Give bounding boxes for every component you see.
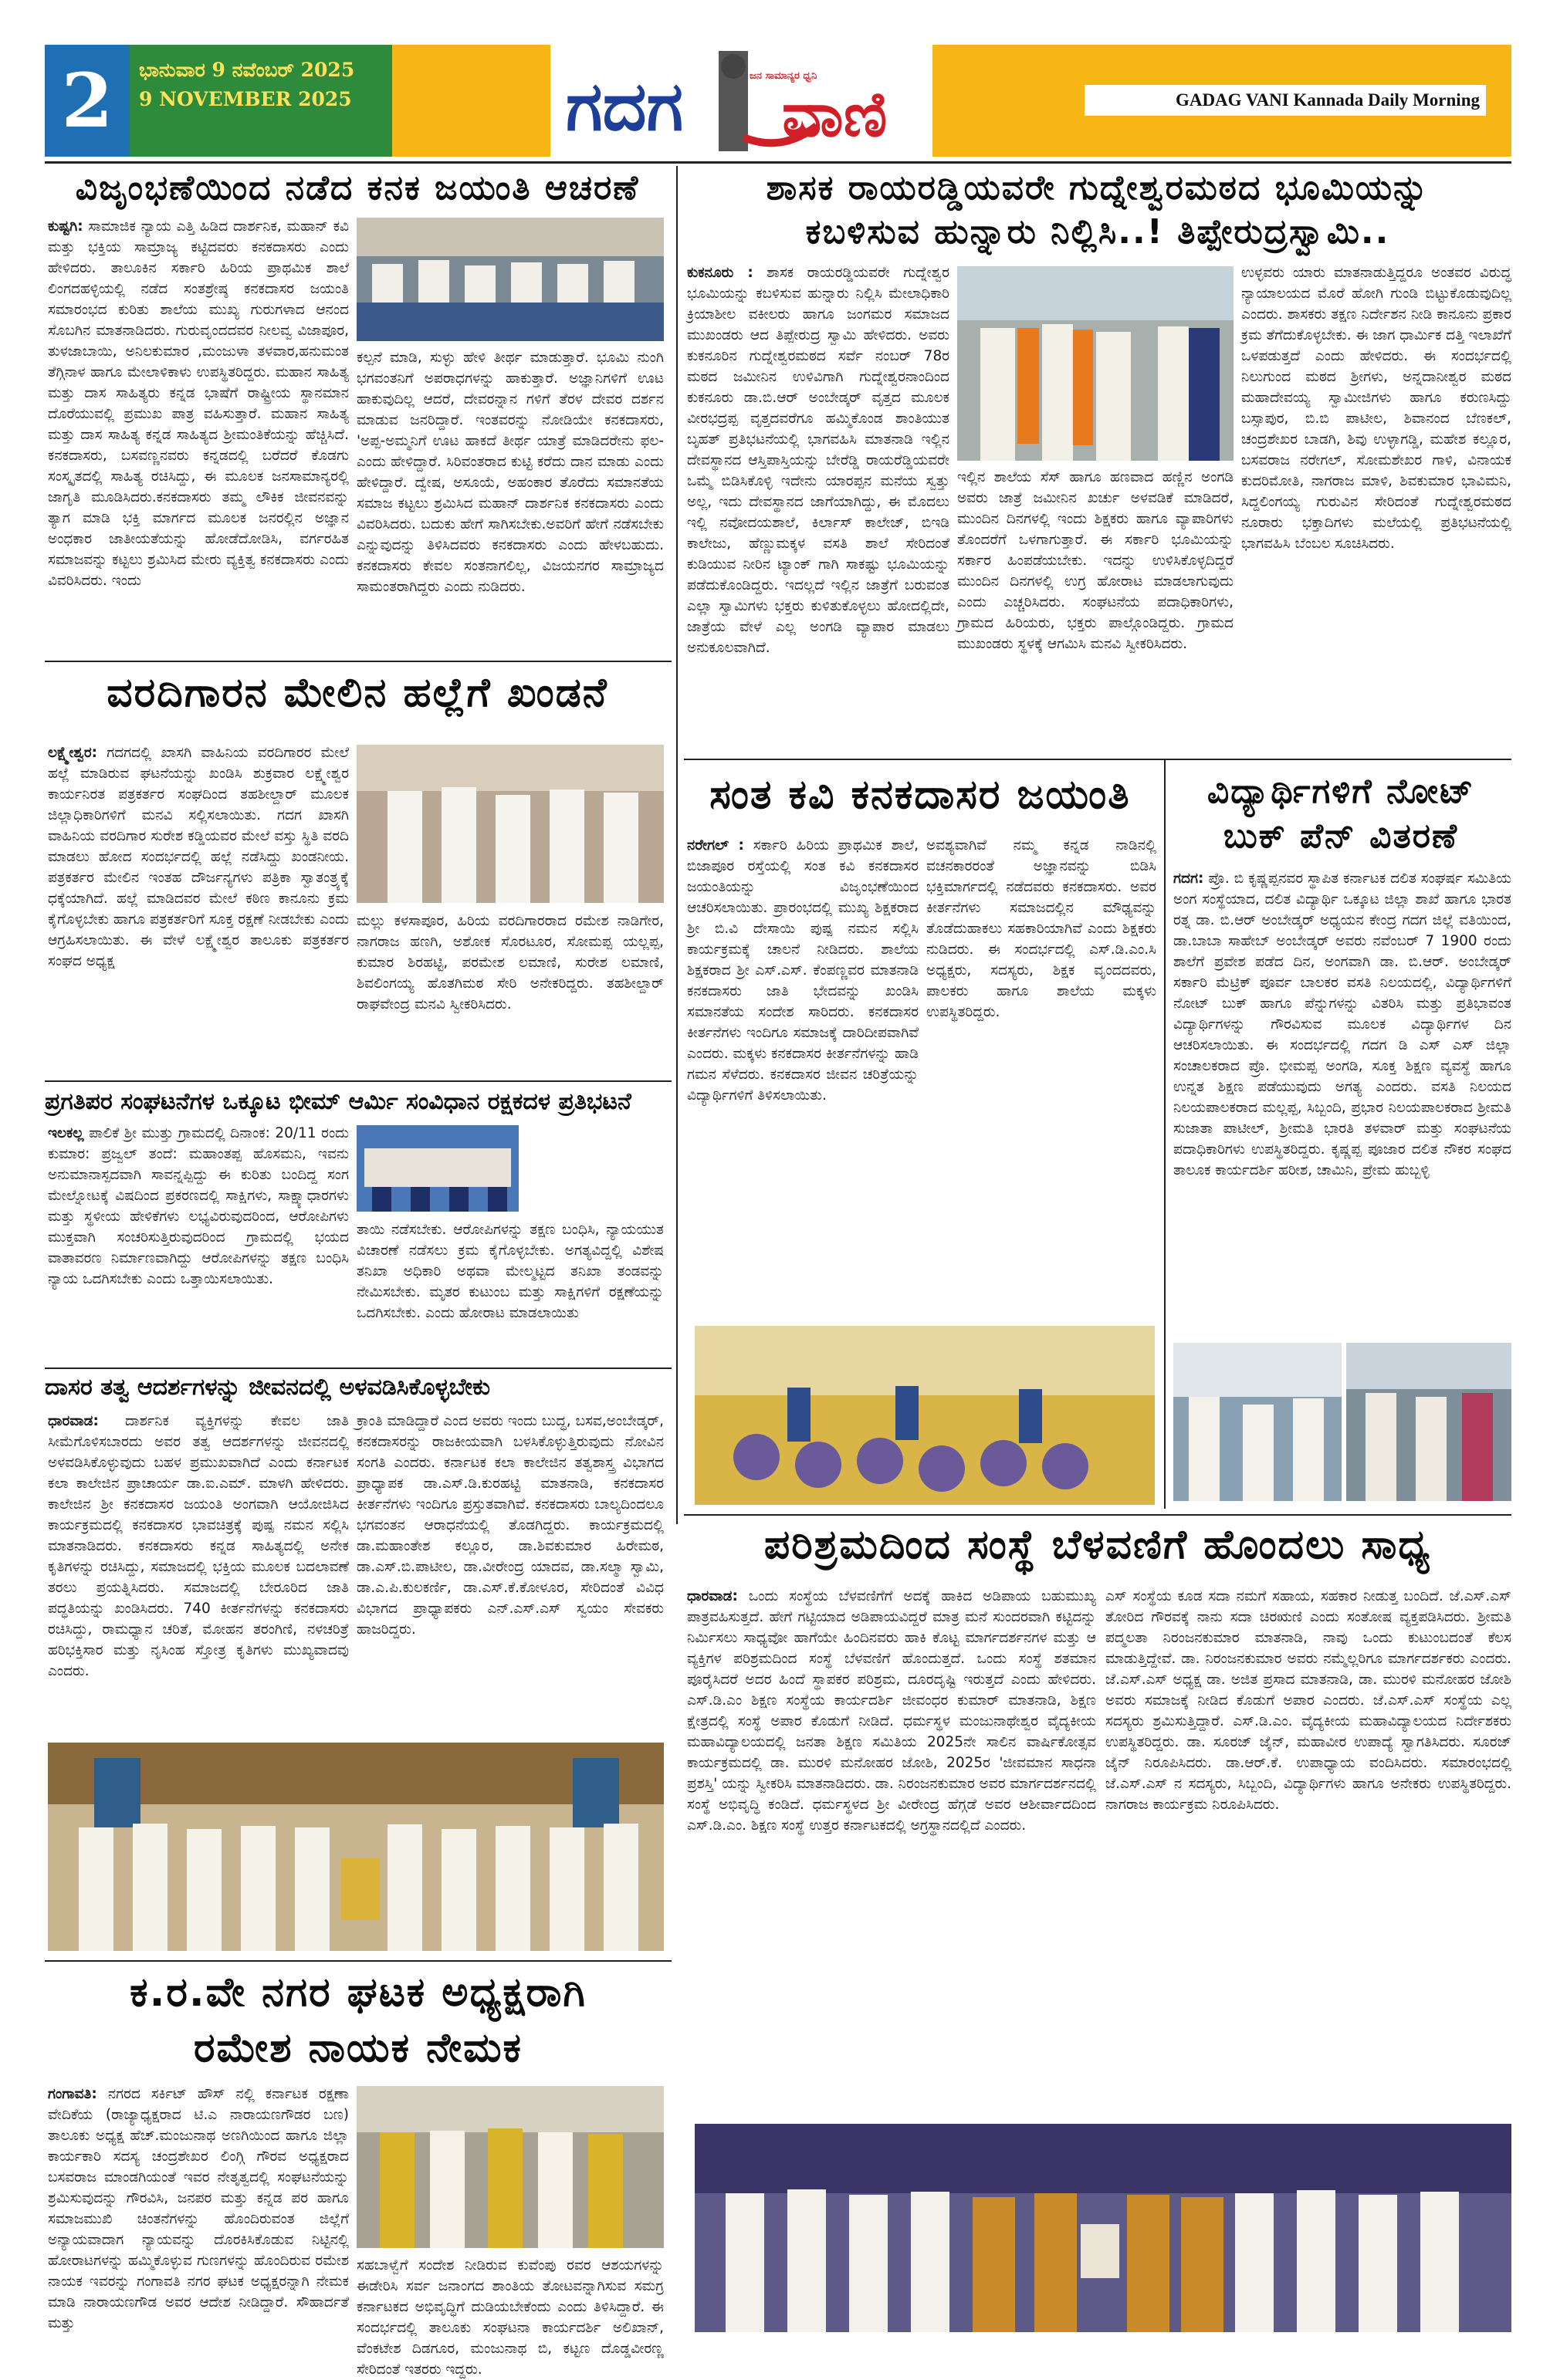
article-tippeswamy-col2: ಇಲ್ಲಿನ ಶಾಲೆಯ ಸೆಸ್ ಹಾಗೂ ಹಣವಾದ ಹಣ್ಣಿನ ಅಂಗಡಿ ಅವರು ಜಾತ್ರೆ ಜಮೀನಿನ ಖರ್ಚು ಅಳವಡಿಕೆ ಮಾಡಿದರೆ, ಮುಂದಿನ ದಿನಗಳಲ್ಲಿ ಇಂದು ಶಿಕ್ಷಕರು ಹಾಗೂ ವ್ಯಾಪಾರಿಗಳು ತೊಂದರೆಗೆ ಒಳಗಾಗುತ್ತಾರೆ. ಈ ಸರ್ಕಾರಿ ಭೂಮಿಯನ್ನು ಸರ್ಕಾರ ಹಿಂಪಡೆಯಬೇಕು. ಇದನ್ನು ಉಳಿಸಿಕೊಳ್ಳದಿದ್ದರೆ ಮುಂದಿನ ದಿನಗಳಲ್ಲಿ ಉಗ್ರ ಹೋರಾಟ ಮಾಡಲಾಗುವುದು ಎಂದು ಎಚ್ಚರಿಸಿದರು. ಸಂಘಟನೆಯ ಪದಾಧಿಕಾರಿಗಳು, ಗ್ರಾಮದ ಹಿರಿಯರು, ಭಕ್ತರು ಪಾಲ್ಗೊಂಡಿದ್ದರು. ಗ್ರಾಮದ ಮುಖಂಡರು ಸ್ಥಳಕ್ಕೆ ಆಗಮಿಸಿ ಮನವಿ ಸ್ವೀಕರಿಸಿದರು. — [957, 469, 1234, 652]
headline-parishrama: ಪರಿಶ್ರಮದಿಂದ ಸಂಸ್ಥೆ ಬೆಳವಣಿಗೆ ಹೊಂದಲು ಸಾಧ್ಯ — [763, 1522, 1432, 1568]
section-rule — [684, 1514, 1511, 1516]
article-parishrama-col1 — [687, 1586, 1096, 2118]
paper-tagline: GADAG VANI Kannada Daily Morning — [1085, 85, 1486, 116]
article-notebook-body — [1173, 868, 1511, 1331]
photo-students-seated — [357, 218, 664, 341]
dateline: ಗದಗ: — [1173, 871, 1204, 887]
photo-award-ceremony-group — [695, 2124, 1511, 2332]
article-parishrama-col2: ಎಸ್ ಸಂಸ್ಥೆಯ ಕೂಡ ಸದಾ ನಮಗೆ ಸಹಾಯ, ಸಹಕಾರ ನೀಡುತ್ತ ಬಂದಿದೆ. ಜೆ.ಎಸ್.ಎಸ್ ತೋರಿದ ಗೌರವಕ್ಕೆ ನಾನು ಸದಾ ಚಿರಋಣಿ ಎಂದು ಸಂತೋಷ ವ್ಯಕ್ತಪಡಿಸಿದರು. ಶ್ರೀಮತಿ ಪದ್ಮಲತಾ ನಿರಂಜನಕುಮಾರ ಮಾತನಾಡಿ, ನಾವು ಒಂದು ಕುಟುಂಬದಂತೆ ಕೆಲಸ ಮಾಡುತ್ತಿದ್ದೇವೆ. ಡಾ. ನಿರಂಜನಕುಮಾರ ಅವರು ನಮ್ಮೆಲ್ಲರಿಗೂ ಮಾರ್ಗದರ್ಶಕರು ಎಂದರು. ಜೆ.ಎಸ್.ಎಸ್ ಅಧ್ಯಕ್ಷ ಡಾ. ಅಜಿತ ಪ್ರಸಾದ ಮಾತನಾಡಿ, ಡಾ. ಮುರಳಿ ಮನೋಹರ ಜೋಶಿ ಅವರು ಸಮಾಜಕ್ಕೆ ನೀಡಿದ ಕೊಡುಗೆ ಅಪಾರ ಎಂದರು. ಜೆ.ಎಸ್.ಎಸ್ ಸಂಸ್ಥೆಯ ಎಲ್ಲ ಸದಸ್ಯರು ಶ್ರಮಿಸುತ್ತಿದ್ದಾರೆ. ಎಸ್.ಡಿ.ಎಂ. ವೈದ್ಯಕೀಯ ಮಹಾವಿದ್ಯಾಲಯದ ನಿರ್ದೇಶಕರು ಉಪಸ್ಥಿತರಿದ್ದರು. ಡಾ. ಸೂರಜ್ ಜೈನ್, ಮಹಾವೀರ ಉಪಾದ್ಯೆ ಸ್ವಾಗತಿಸಿದರು. ಸೂರಜ್ ಜೈನ್ ನಿರೂಪಿಸಿದರು. ಡಾ.ಆರ್.ಕೆ. ಉಪಾಧ್ಯಾಯ ವಂದಿಸಿದರು. ಸಮಾರಂಭದಲ್ಲಿ ಜೆ.ಎಸ್.ಎಸ್ ನ ಸದಸ್ಯರು, ಸಿಬ್ಬಂದಿ, ವಿದ್ಯಾರ್ಥಿಗಳು ಹಾಗೂ ಅನೇಕರು ಉಪಸ್ಥಿತರಿದ್ದರು. ನಾಗರಾಜ ಕಾರ್ಯಕ್ರಮ ನಿರೂಪಿಸಿದರು. — [1105, 1588, 1511, 1813]
article-text: ಶಾಸಕ ರಾಯರಡ್ಡಿಯವರೇ ಗುದ್ನೇಶ್ವರ ಭೂಮಿಯನ್ನು ಕಬಳಿಸುವ ಹುನ್ನಾರು ನಿಲ್ಲಿಸಿ ಮೇಲಾಧಿಕಾರಿ ಕ್ರಿಯಾಶೀಲ ವಕೀಲರು ಹಾಗೂ ಜಂಗಮರ ಸಮಾಜದ ಮುಖಂಡರು ಆದ ತಿಪ್ಪೇರುದ್ರ ಸ್ವಾಮಿ ಹೇಳಿದರು. ಅವರು ಕುಕನೂರಿನ ಗುದ್ನೇಶ್ವರಮಠದ ಸರ್ವೆ ನಂಬರ್ 78ರ ಮಠದ ಜಮೀನಿನ ಉಳಿವಿಗಾಗಿ ಗುದ್ನೇಶ್ವರನಾಂದಿಂದ ಕುಕನೂರು ಡಾ.ಬಿ.ಆರ್ ಅಂಬೇಡ್ಕರ್ ವೃತ್ತದ ಮೂಲಕ ವೀರಭದ್ರಪ್ಪ ವೃತ್ತದವರೆಗೂ ಹಮ್ಮಿಕೊಂಡ ಶಾಂತಿಯುತ ಬೃಹತ್ ಪ್ರತಿಭಟನೆಯಲ್ಲಿ ಭಾಗವಹಿಸಿ ಮಾತನಾಡಿ ಇಲ್ಲಿನ ದೇವಸ್ಥಾನದ ಆಸ್ತಿಪಾಸ್ತಿಯನ್ನು ಬೇರೆಡ್ಡಿ ರಾಯರೆಡ್ಡಿಯವರೇ ಒಮ್ಮೆ ಬಿಡಿಸಿಕೊಳ್ಳಿ ಇದೇನು ಯಾರಪ್ಪನ ಮನೆಯ ಸ್ವತ್ತು ಅಲ್ಲ, ಇದು ದೇವಸ್ಥಾನದ ಜಾಗೆಯಾಗಿದ್ದು, ಈ ಮೊದಲು ಇಲ್ಲಿ ನವೋದಯಶಾಲೆ, ಕಿರ್ಲಾಸ್ ಕಾಲೇಜ್, ಬಿಇಡಿ ಕಾಲೇಜು, ಹೆಣ್ಣುಮಕ್ಕಳ ವಸತಿ ಶಾಲೆ ಸೇರಿದಂತೆ ಕುಡಿಯುವ ನೀರಿನ ಟ್ಯಾಂಕ್ ಗಾಗಿ ಸಾಕಷ್ಟು ಭೂಮಿಯನ್ನು ಪಡೆದುಕೊಂಡಿದ್ದರು. ಇದಲ್ಲದೆ ಇಲ್ಲಿನ ಜಾತ್ರೆಗೆ ಬರುವಂತ ಎಲ್ಲಾ ಸ್ವಾಮಿಗಳು ಭಕ್ತರು ಕುಳಿತುಕೊಳ್ಳಲು ಹೋದಲ್ಲಿದೇ, ಜಾತ್ರೆಯ ವೇಳೆ ಎಲ್ಲ ಅಂಗಡಿ ವ್ಯಾಪಾರ ಮಾಡಲು ಅನುಕೂಲವಾಗಿದೆ. — [687, 265, 949, 656]
page-number: 2 — [45, 45, 130, 157]
article-kanaka-celebration-col1 — [48, 216, 349, 656]
dateline: ಗಂಗಾವತಿ: — [48, 2086, 97, 2102]
article-karave-col2: ಸಹಬಾಳ್ವೆಗೆ ಸಂದೇಶ ನೀಡಿರುವ ಕುವೆಂಪು ರವರ ಆಶಯಗಳನ್ನು ಈಡೇರಿಸಿ ಸರ್ವ ಜನಾಂಗದ ಶಾಂತಿಯ ತೋಟವನ್ನಾಗಿಸುವ ಸಮಗ್ರ ಕರ್ನಾಟಕದ ಅಭಿವೃದ್ಧಿಗೆ ದುಡಿಯಬೇಕೆಂದು ಎಂದು ತಿಳಿಸಿದ್ದಾರೆ. ಈ ಸಂದರ್ಭದಲ್ಲಿ ತಾಲೂಕು ಸಂಘಟನಾ ಕಾರ್ಯದರ್ಶಿ ಅಲಿಖಾನ್, ವೆಂಕಟೇಶ ದಿಡಗೂರ, ಮಂಜುನಾಥ ಬಿ, ಕಟ್ಟಣ ದೊಡ್ಡವೀರಣ್ಣ ಸೇರಿದಂತೆ ಇತರರು ಇದ್ದರು. — [357, 2257, 664, 2378]
headline-tippeswamy-line2: ಕಬಳಿಸುವ ಹುನ್ನಾರು ನಿಲ್ಲಿಸಿ..! ತಿಪ್ಪೇರುದ್ರಸ್ವಾಮಿ.. — [805, 212, 1390, 252]
dateline: ಕುಷ್ಟಗಿ: — [48, 218, 83, 235]
article-text: ಗದಗದಲ್ಲಿ ಖಾಸಗಿ ವಾಹಿನಿಯ ವರದಿಗಾರರ ಮೇಲೆ ಹಲ್ಲೆ ಮಾಡಿರುವ ಘಟನೆಯನ್ನು ಖಂಡಿಸಿ ಶುಕ್ರವಾರ ಲಕ್ಷ್ಮೇಶ್ವರ ಕಾರ್ಯನಿರತ ಪತ್ರಕರ್ತರ ಸಂಘದಿಂದ ತಹಶೀಲ್ದಾರ್ ಮೂಲಕ ಜಿಲ್ಲಾಧಿಕಾರಿಗಳಿಗೆ ಮನವಿ ಸಲ್ಲಿಸಲಾಯಿತು. ಗದಗ ಖಾಸಗಿ ವಾಹಿನಿಯ ವರದಿಗಾರ ಸುರೇಶ ಕಡ್ಡಿಯವರ ಮೇಲೆ ವಸ್ತು ಸ್ಥಿತಿ ವರದಿ ಮಾಡಲು ಹೋದ ಸಂದರ್ಭದಲ್ಲಿ ಹಲ್ಲೆ ನಡೆಸಿದ್ದು ಖಂಡನೀಯ. ಪತ್ರಕರ್ತರ ಮೇಲಿನ ಇಂತಹ ದೌರ್ಜನ್ಯಗಳು ಪತ್ರಿಕಾ ಸ್ವಾತಂತ್ರ್ಯಕ್ಕೆ ಧಕ್ಕೆಯಾಗಿದೆ. ಹಲ್ಲೆ ಮಾಡಿದವರ ಮೇಲೆ ಕಠಿಣ ಕಾನೂನು ಕ್ರಮ ಕೈಗೊಳ್ಳಬೇಕು ಹಾಗೂ ಪತ್ರಕರ್ತರಿಗೆ ಸೂಕ್ತ ರಕ್ಷಣೆ ನೀಡಬೇಕು ಎಂದು ಆಗ್ರಹಿಸಲಾಯಿತು. ಈ ವೇಳೆ ಲಕ್ಷ್ಮೇಶ್ವರ ತಾಲೂಕು ಪತ್ರಕರ್ತರ ಸಂಘದ ಅಧ್ಯಕ್ಷ — [48, 745, 349, 969]
headline-karave-line1: ಕ.ರ.ವೇ ನಗರ ಘಟಕ ಅಧ್ಯಕ್ಷರಾಗಿ — [130, 1969, 587, 2016]
article-tippeswamy-col1 — [687, 262, 949, 756]
svg-text:ಜನ ಸಾಮಾನ್ಯರ ಧ್ವನಿ: ಜನ ಸಾಮಾನ್ಯರ ಧ್ವನಿ — [750, 70, 817, 82]
dateline: ಕುಕನೂರು : — [687, 265, 753, 281]
headline-vardigar: ವರದಿಗಾರನ ಮೇಲಿನ ಹಲ್ಲೆಗೆ ಖಂಡನೆ — [107, 670, 608, 716]
photo-college-group — [48, 1743, 664, 1951]
photo-school-children — [695, 1326, 1155, 1505]
photo-notebook-distribution-1 — [1173, 1343, 1342, 1501]
article-text: ಪ್ರೊ. ಬಿ ಕೃಷ್ಣಪ್ಪನವರ ಸ್ಥಾಪಿತ ಕರ್ನಾಟಕ ದಲಿತ ಸಂಘರ್ಷ ಸಮಿತಿಯ ಅಂಗ ಸಂಸ್ಥೆಯಾದ, ದಲಿತ ವಿದ್ಯಾರ್ಥಿ ಒಕ್ಕೂಟ ಜಿಲ್ಲಾ ಶಾಖೆ ಹಾಗೂ ಭಾರತ ರತ್ನ ಡಾ. ಬಿ.ಆರ್ ಅಂಬೇಡ್ಕರ್ ಅಧ್ಯಯನ ಕೇಂದ್ರ ಗದಗ ಜಿಲ್ಲೆ ವತಿಯಿಂದ, ಡಾ.ಬಾಬಾ ಸಾಹೇಬ್ ಅಂಬೇಡ್ಕರ್ ಅವರು ನವೆಂಬರ್ 7 1900 ರಂದು ಶಾಲೆಗೆ ಪ್ರವೇಶ ಪಡೆದ ದಿನ, ಅಂಗವಾಗಿ ಡಾ. ಬಿ.ಆರ್. ಅಂಬೇಡ್ಕರ್ ಸರ್ಕಾರಿ ಮೆಟ್ರಿಕ್ ಪೂರ್ವ ಬಾಲಕರ ವಸತಿ ನಿಲಯದಲ್ಲಿ, ವಿದ್ಯಾರ್ಥಿಗಳಿಗೆ ನೋಟ್ ಬುಕ್ ಹಾಗೂ ಪೆನ್ನುಗಳನ್ನು ವಿತರಿಸಿ ಮತ್ತು ಪ್ರತಿಭಾವಂತ ವಿದ್ಯಾರ್ಥಿಗಳನ್ನು ಗೌರವಿಸುವ ಮೂಲಕ ವಿದ್ಯಾರ್ಥಿಗಳ ದಿನ ಆಚರಿಸಲಾಯಿತು. ಈ ಸಂದರ್ಭದಲ್ಲಿ ಗದಗ ಡಿ ಎಸ್ ಎಸ್ ಜಿಲ್ಲಾ ಸಂಚಾಲಕರಾದ ಪ್ರೊ. ಭೀಮಪ್ಪ ಅಂಗಡಿ, ಸೂಕ್ತ ಶಿಕ್ಷಣ ವ್ಯವಸ್ಥೆ ಹಾಗೂ ಉನ್ನತ ಶಿಕ್ಷಣ ಪಡೆಯುವುದು ಅಗತ್ಯ ಎಂದರು. ವಸತಿ ನಿಲಯದ ನಿಲಯಪಾಲಕರಾದ ಮಲ್ಲಪ್ಪ, ಸಿಬ್ಬಂದಿ, ಪ್ರಭಾರ ನಿಲಯಪಾಲಕರಾದ ಶ್ರೀಮತಿ ಸುಜಾತಾ ಪಾಟೀಲ್, ಶ್ರೀಮತಿ ಭಾರತಿ ತಳವಾರ್ ಮತ್ತು ಸಂಘಟನೆಯ ಪದಾಧಿಕಾರಿಗಳು ಉಪಸ್ಥಿತರಿದ್ದರು. ಕೃಷ್ಣಪ್ಪ ಪೂಜಾರ ದಲಿತ ನೌಕರ ಸಂಘದ ತಾಲೂಕ ಕಾರ್ಯದರ್ಶಿ ಹರೀಶ, ಚಾಮಿನಿ, ಪ್ರೇಮ ಹುಬ್ಬಳ್ಳಿ — [1173, 871, 1511, 1178]
section-rule — [684, 759, 1511, 760]
section-rule — [45, 1080, 672, 1082]
headline-notebook-line2: ಬುಕ್ ಪೆನ್ ವಿತರಣೆ — [1223, 816, 1459, 856]
dateline: ಧಾರವಾಡ: — [48, 1413, 99, 1429]
date-box — [130, 45, 392, 157]
dateline: ನರೇಗಲ್ : — [687, 837, 744, 854]
article-tippeswamy-col3: ಉಳ್ಳವರು ಯಾರು ಮಾತನಾಡುತ್ತಿದ್ದರೂ ಅಂತವರ ವಿರುದ್ಧ ನ್ಯಾಯಾಲಯದ ಮೊರೆ ಹೋಗಿ ಗುಂಡಿ ಬಿಟ್ಟುಕೊಡುವುದಿಲ್ಲ ಎಂದರು. ಶಾಸಕರು ತಕ್ಷಣ ನಿರ್ದೇಶನ ನೀಡಿ ಕಾನೂನು ಪ್ರಕಾರ ಕ್ರಮ ತೆಗೆದುಕೊಳ್ಳಬೇಕು. ಈ ಜಾಗ ಧಾರ್ಮಿಕ ದತ್ತಿ ಇಲಾಖೆಗೆ ಒಳಪಡುತ್ತದೆ ಎಂದು ಹೇಳಿದರು. ಈ ಸಂದರ್ಭದಲ್ಲಿ ನಿಲುಗುಂದ ಮಠದ ಶ್ರೀಗಳು, ಅನ್ನದಾನೀಶ್ವರ ಮಠದ ಮಹಾದೇವಯ್ಯ ಸ್ವಾಮೀಜಿಗಳು ಹಾಗೂ ಕರುಣಸಿದ್ದು ಬಸ್ಸಾಪುರ, ಬಿ.ಬಿ ಪಾಟೀಲ, ಶಿವಾನಂದ ಬೆಣಕಲ್, ಚಂದ್ರಶೇಖರ ಬಾಡಗಿ, ಶಿವು ಉಳ್ಳಾಗಡ್ಡಿ, ಮಹೇಶ ಕಲ್ಲೂರ, ಬಸವರಾಜ ನರೇಗಲ್, ಸೋಮಶೇಖರ ಗಾಳಿ, ವಿನಾಯಕ ಕುದರಿಮೋತಿ, ನಾಗರಾಜ ಮಾಳಿ, ಶಿವಕುಮಾರ ಭಾವಿಮನಿ, ಸಿದ್ದಲಿಂಗಯ್ಯ ಗುರುವಿನ ಸೇರಿದಂತೆ ಗುದ್ನೇಶ್ವರಮಠದ ನೂರಾರು ಭಕ್ತಾದಿಗಳು ಮಲೆಯಲ್ಲಿ ಪ್ರತಿಭಟನೆಯಲ್ಲಿ ಭಾಗವಹಿಸಿ ಬೆಂಬಲ ಸೂಚಿಸಿದರು. — [1241, 265, 1511, 552]
date-english: 9 NOVEMBER 2025 — [139, 88, 352, 110]
article-text: ಪಾಲಿಕೆ ಶ್ರೀ ಮುತ್ತು ಗ್ರಾಮದಲ್ಲಿ ದಿನಾಂಕ: 20/11 ರಂದು ಕುಮಾರ: ಪ್ರಜ್ವಲ್ ತಂದೆ: ಮಹಾಂತಪ್ಪ ಹೊಸಮನಿ, ಇವನು ಅನುಮಾನಾಸ್ಪದವಾಗಿ ಸಾವನ್ನಪ್ಪಿದ್ದು ಈ ಕುರಿತು ಬಂದಿದ್ದ ಸಂಗ ಮೇಲ್ನೋಟಕ್ಕೆ ವಿಷದಿಂದ ಪ್ರಕರಣದಲ್ಲಿ ಸಾಕ್ಷಿಗಳು, ಸಾಕ್ಷ್ಯಾಧಾರಗಳು ಮತ್ತು ಸ್ಥಳೀಯ ಹೇಳಿಕೆಗಳು ಲಭ್ಯವಿರುವುದರಿಂದ, ಆರೋಪಿಗಳು ಮುಕ್ತವಾಗಿ ಸಂಚರಿಸುತ್ತಿರುವುದರಿಂದ ಗ್ರಾಮದಲ್ಲಿ ಭಯದ ವಾತಾವರಣ ನಿರ್ಮಾಣವಾಗಿದ್ದು ಆರೋಪಿಗಳನ್ನು ತಕ್ಷಣ ಬಂಧಿಸಿ ನ್ಯಾಯ ಒದಗಿಸಬೇಕು ಎಂದು ಒತ್ತಾಯಿಸಲಾಯಿತು. — [48, 1125, 349, 1287]
article-text: ಸರ್ಕಾರಿ ಹಿರಿಯ ಪ್ರಾಥಮಿಕ ಶಾಲೆ, ಬಿಜಾಪೂರ ರಸ್ತೆಯಲ್ಲಿ ಸಂತ ಕವಿ ಕನಕದಾಸರ ಜಯಂತಿಯನ್ನು ವಿಜೃಂಭಣೆಯಿಂದ ಆಚರಿಸಲಾಯಿತು. ಪ್ರಾರಂಭದಲ್ಲಿ ಮುಖ್ಯ ಶಿಕ್ಷಕರಾದ ಶ್ರೀ ಬಿ.ವಿ ದೇಸಾಯಿ ಪುಷ್ಪ ನಮನ ಸಲ್ಲಿಸಿ ಕಾರ್ಯಕ್ರಮಕ್ಕೆ ಚಾಲನೆ ನೀಡಿದರು. ಶಾಲೆಯ ಶಿಕ್ಷಕರಾದ ಶ್ರೀ ಎಸ್.ಎಸ್. ಕೆಂಪಣ್ಣವರ ಮಾತನಾಡಿ ಕನಕದಾಸರು ಜಾತಿ ಭೇದವನ್ನು ಖಂಡಿಸಿ ಸಮಾನತೆಯ ಸಂದೇಶ ಸಾರಿದರು. ಕನಕದಾಸರ ಕೀರ್ತನೆಗಳು ಇಂದಿಗೂ ಸಮಾಜಕ್ಕೆ ದಾರಿದೀಪವಾಗಿವೆ ಎಂದರು. ಮಕ್ಕಳು ಕನಕದಾಸರ ಕೀರ್ತನೆಗಳನ್ನು ಹಾಡಿ ಗಮನ ಸೆಳೆದರು. ಕನಕದಾಸರ ಜೀವನ ಚರಿತ್ರೆಯನ್ನು ವಿದ್ಯಾರ್ಥಿಗಳಿಗೆ ತಿಳಿಸಲಾಯಿತು. — [687, 837, 919, 1104]
article-bhim-army-col1 — [48, 1123, 349, 1362]
article-vardigar-col2: ಮಲ್ಲು ಕಳಸಾಪೂರ, ಹಿರಿಯ ವರದಿಗಾರರಾದ ರಮೇಶ ನಾಡಿಗೇರ, ನಾಗರಾಜ ಹಣಗಿ, ಅಶೋಕ ಸೊರಟೂರ, ಸೋಮಪ್ಪ ಯಲ್ಲಪ್ಪ, ಕುಮಾರ ಶಿರಹಟ್ಟಿ, ಪರಮೇಶ ಲಮಾಣಿ, ಸುರೇಶ ಲಮಾಣಿ, ಶಿವಲಿಂಗಯ್ಯ ಹೊತಗಿಮಠ ಸೇರಿ ಅನೇಕರಿದ್ದರು. ತಹಶೀಲ್ದಾರ್ ರಾಘವೇಂದ್ರ ಮನವಿ ಸ್ವೀಕರಿಸಿದರು. — [357, 913, 664, 1013]
dateline: ಧಾರವಾಡ: — [687, 1588, 738, 1604]
svg-text:ವಾಣಿ: ವಾಣಿ — [782, 79, 888, 150]
article-kanaka-celebration-col2: ಕಲ್ಪನೆ ಮಾಡಿ, ಸುಳ್ಳು ಹೇಳಿ ತೀರ್ಥ ಮಾಡುತ್ತಾರೆ. ಭೂಮಿ ನುಂಗಿ ಭಗವಂತನಿಗೆ ಅಪರಾಧಗಳನ್ನು ಹಾಕುತ್ತಾರೆ. ಅಜ್ಞಾನಿಗಳಿಗೆ ಊಟ ಹಾಕುವುದಿಲ್ಲ ಆದರೆ, ದೇವರನ್ನಾನ ಗಳಿಗೆ ತೆರಳ ದೇವರ ದರ್ಶನ ಮಾಡುವ ಜನರಿದ್ದಾರೆ. ಇಂತವರನ್ನು ನೋಡಿಯೇ ಕನಕದಾಸರು, 'ಅಪ್ಪ-ಅಮ್ಮನಿಗೆ ಊಟ ಹಾಕದೆ ತೀರ್ಥ ಯಾತ್ರೆ ಮಾಡಿದರೇನು ಫಲ-ಎಂದು ಹೇಳಿದ್ದಾರೆ. ಸಿರಿವಂತರಾದ ಕುಟ್ಟಿ ಕರೆದು ದಾನ ಮಾಡು ಎಂದು ಹೇಳಿದ್ದಾರೆ. ದ್ವೇಷ, ಅಸೂಯೆ, ಅಹಂಕಾರ ತೊರೆದು ಸಮಾನತೆಯ ಸಮಾಜ ಕಟ್ಟಲು ಶ್ರಮಿಸಿದ ಮಹಾನ್ ದಾರ್ಶನಿಕ ಕನಕದಾಸರು ಎಂದು ವಿವರಿಸಿದರು. ಬದುಕು ಹೇಗೆ ಸಾಗಿಸಬೇಕು.ಅವರಿಗೆ ಹೇಗೆ ನಡೆಸಬೇಕು ಎನ್ನುವುದನ್ನು ತಿಳಿಸಿದವರು ಕನಕದಾಸರು ಎಂದು ಹೇಳಬಹುದು. ಕನಕದಾಸರು ಕೇವಲ ಸಂತನಾಗಲಿಲ್ಲ, ವಿಜಯನಗರ ಸಾಮ್ರಾಜ್ಯದ ಸಾಮಂತರಾಗಿದ್ದರು ಎಂದು ನುಡಿದರು. — [357, 350, 664, 595]
masthead-rule — [45, 161, 1511, 164]
photo-bhim-army-protest — [357, 1125, 519, 1212]
date-kannada: ಭಾನುವಾರ 9 ನವೆಂಬರ್ 2025 — [139, 59, 355, 81]
photo-protest-memorandum — [957, 266, 1234, 461]
headline-santha-kavi: ಸಂತ ಕವಿ ಕನಕದಾಸರ ಜಯಂತಿ — [709, 772, 1131, 818]
article-text: ಸಾಮಾಜಿಕ ನ್ಯಾಯ ಎತ್ತಿ ಹಿಡಿದ ದಾರ್ಶನಿಕ, ಮಹಾನ್ ಕವಿ ಮತ್ತು ಭಕ್ತಿಯ ಸಾಮ್ರಾಜ್ಯ ಕಟ್ಟಿದವರು ಕನಕದಾಸರು ಎಂದು ಹೇಳಿದರು. ತಾಲೂಕಿನ ಸರ್ಕಾರಿ ಹಿರಿಯ ಪ್ರಾಥಮಿಕ ಶಾಲೆ ಲಿಂಗದಹಳ್ಳಿಯಲ್ಲಿ ನಡೆದ ಸಂತಶ್ರೇಷ್ಠ ಕನಕದಾಸರ ಜಯಂತಿ ಸಮಾರಂಭದ ಕುರಿತು ಶಾಲೆಯ ಮುಖ್ಯ ಗುರುಗಳಾದ ಆನಂದ ಸೊಬಗಿನ ಮಾತನಾಡಿದರು. ಗುರುವೃಂದದವರ ನೀಲವ್ವ ವಿಜಾಪೂರ, ತುಳಜಾಬಾಯಿ, ಅನಿಲಕುಮಾರ ,ಮಂಜುಳಾ ತಳವಾರ,ಹನುಮಂತ ತೆಗ್ಗಿನಾಳ ಹಾಗೂ ಮೇಲಾಳಿಕಾಳು ಉಪಸ್ಥಿತರಿದ್ದರು. ಮಹಾನ ಸಾಹಿತ್ಯ ಮತ್ತು ದಾಸ ಸಾಹಿತ್ಯರು ಕನ್ನಡ ಭಾಷೆಗೆ ರಾಷ್ಟ್ರೀಯ ಸ್ಥಾನಮಾನ ದೊರೆಯುವಲ್ಲಿ ಪ್ರಮುಖ ಪಾತ್ರ ವಹಿಸುತ್ತಾರೆ. ಮಹಾನ ಸಾಹಿತ್ಯ ಮತ್ತು ದಾಸ ಸಾಹಿತ್ಯ ಕನ್ನಡ ಸಾಹಿತ್ಯದ ಶ್ರೀಮಂತಿಕೆಯನ್ನು ಹೆಚ್ಚಿಸಿದೆ. ಕನಕದಾಸರು, ಬಸವಣ್ಣನವರು ಕನ್ನಡದಲ್ಲಿ ಬರೆದರೆ ಕೊಡಗು ಸಂಸ್ಕೃತದಲ್ಲಿ ಸಾಹಿತ್ಯ ರಚಿಸಿದ್ದು, ಈ ಮೂಲಕ ಜನಸಾಮಾನ್ಯರಲ್ಲಿ ಜಾಗೃತಿ ಮೂಡಿಸಿದರು.ಕನಕದಾಸರು ತಮ್ಮ ಲೌಕಿಕ ಜೀವನವನ್ನು ತ್ಯಾಗ ಮಾಡಿ ಭಕ್ತಿ ಮಾರ್ಗದ ಮೂಲಕ ಜನರಲ್ಲಿನ ಅಜ್ಞಾನ ಅಂಧಕಾರ ಜಾತೀಯತೆಯನ್ನು ಹೋಡೆದೋಡಿಸಿ, ವರ್ಗರಹಿತ ಸಮಾಜವನ್ನು ಕಟ್ಟಲು ಶ್ರಮಿಸಿದ ಮೇರು ವ್ಯಕ್ತಿತ್ವ ಕನಕದಾಸರು ಎಂದು ವಿವರಿಸಿದರು. ಇಂದು — [48, 218, 349, 589]
article-dasara-tattva-col1 — [48, 1411, 349, 1735]
column-divider-right — [1164, 760, 1166, 1509]
masthead-band-left — [392, 45, 550, 157]
article-karave-col1 — [48, 2084, 349, 2338]
photo-karave-felicitation — [357, 2086, 664, 2248]
dateline: ಲಕ್ಷ್ಮೇಶ್ವರ: — [48, 745, 98, 761]
section-rule — [45, 661, 672, 662]
newspaper-logo — [550, 45, 932, 157]
article-text: ಒಂದು ಸಂಸ್ಥೆಯ ಬೆಳವಣಿಗೆಗೆ ಅದಕ್ಕೆ ಹಾಕಿದ ಅಡಿಪಾಯ ಬಹುಮುಖ್ಯ ಪಾತ್ರವಹಿಸುತ್ತದೆ. ಹೇಗೆ ಗಟ್ಟಿಯಾದ ಅಡಿಪಾಯವಿದ್ದರೆ ಮಾತ್ರ ಮನೆ ಸುಂದರವಾಗಿ ಕಟ್ಟಿದನ್ನು ನಿರ್ಮಿಸಲು ಸಾಧ್ಯವೋ ಹಾಗೆಯೇ ಹಿಂದಿನವರು ಹಾಕಿ ಕೊಟ್ಟ ಮಾರ್ಗದರ್ಶನಗಳ ಮತ್ತು ಆ ವ್ಯಕ್ತಿಗಳ ಪರಿಶ್ರಮದಿಂದ ಸಂಸ್ಥೆ ಬೆಳವಣಿಗೆ ಹೊಂದುತ್ತದೆ. ಒಂದು ಸಂಸ್ಥೆ ಶತಮಾನ ಪೂರೈಸಿದರೆ ಅದರ ಹಿಂದೆ ಸ್ಥಾಪಕರ ಪರಿಶ್ರಮ, ದೂರದೃಷ್ಟಿ ಇರುತ್ತದೆ ಎಂದು ಹೇಳಿದರು. ಎಸ್.ಡಿ.ಎಂ ಶಿಕ್ಷಣ ಸಂಸ್ಥೆಯ ಕಾರ್ಯದರ್ಶಿ ಜೀವಂಧರ ಕುಮಾರ್ ಮಾತನಾಡಿ, ಶಿಕ್ಷಣ ಕ್ಷೇತ್ರದಲ್ಲಿ ಸಂಸ್ಥೆ ಅಪಾರ ಕೊಡುಗೆ ನೀಡಿದೆ. ಧರ್ಮಸ್ಥಳ ಮಂಜುನಾಥೇಶ್ವರ ವೈದ್ಯಕೀಯ ಮಹಾವಿದ್ಯಾಲಯದಲ್ಲಿ ಜನತಾ ಶಿಕ್ಷಣ ಸಮಿತಿಯ 2025ನೇ ಸಾಲಿನ ವಾರ್ಷಿಕೋತ್ಸವ ಕಾರ್ಯಕ್ರಮದಲ್ಲಿ ಡಾ. ಮುರಳಿ ಮನೋಹರ ಜೋಶಿ, 2025ರ 'ಜೀವಮಾನ ಸಾಧನಾ ಪ್ರಶಸ್ತಿ' ಯನ್ನು ಸ್ವೀಕರಿಸಿ ಮಾತನಾಡಿದರು. ಡಾ. ನಿರಂಜನಕುಮಾರ ಅವರ ಮಾರ್ಗದರ್ಶನದಲ್ಲಿ ಸಂಸ್ಥೆ ಅಭಿವೃದ್ಧಿ ಕಂಡಿದೆ. ಧರ್ಮಸ್ಥಳದ ಶ್ರೀ ವೀರೇಂದ್ರ ಹೆಗ್ಗಡೆ ಅವರ ಆಶೀರ್ವಾದದಿಂದ ಎಸ್.ಡಿ.ಎಂ. ಶಿಕ್ಷಣ ಸಂಸ್ಥೆ ಉತ್ತರ ಕರ್ನಾಟಕದಲ್ಲಿ ಅಗ್ರಸ್ಥಾನದಲ್ಲಿದೆ ಎಂದರು. — [687, 1588, 1096, 1834]
headline-tippeswamy-line1: ಶಾಸಕ ರಾಯರಡ್ಡಿಯವರೇ ಗುದ್ನೇಶ್ವರಮಠದ ಭೂಮಿಯನ್ನು — [766, 168, 1430, 208]
article-text: ದಾರ್ಶನಿಕ ವ್ಯಕ್ತಿಗಳನ್ನು ಕೇವಲ ಜಾತಿ ಸೀಮೆಗೊಳಿಸಬಾರದು ಅವರ ತತ್ವ ಆದರ್ಶಗಳನ್ನು ಜೀವನದಲ್ಲಿ ಅಳವಡಿಸಿಕೊಳ್ಳುವುದು ಬಹಳ ಪ್ರಮುಖವಾಗಿದೆ ಎಂದು ಕರ್ನಾಟಕ ಕಲಾ ಕಾಲೇಜಿನ ಪ್ರಾಚಾರ್ಯ ಡಾ.ಐ.ಎಮ್. ಮಾಳಗಿ ಹೇಳಿದರು. ಕಾಲೇಜಿನ ಶ್ರೀ ಕನಕದಾಸರ ಜಯಂತಿ ಅಂಗವಾಗಿ ಆಯೋಜಿಸಿದ ಕಾರ್ಯಕ್ರಮದಲ್ಲಿ ಕನಕದಾಸರ ಭಾವಚಿತ್ರಕ್ಕೆ ಪುಷ್ಪ ನಮನ ಸಲ್ಲಿಸಿ ಮಾತನಾಡಿದರು. ಕನಕದಾಸರು ಕನ್ನಡ ಸಾಹಿತ್ಯದಲ್ಲಿ ಅನೇಕ ಕೃತಿಗಳನ್ನು ರಚಿಸಿದ್ದು, ಸಮಾಜದಲ್ಲಿ ಭಕ್ತಿಯ ಮೂಲಕ ಬದಲಾವಣೆ ತರಲು ಪ್ರಯತ್ನಿಸಿದರು. ಸಮಾಜದಲ್ಲಿ ಬೇರೂರಿದ ಜಾತಿ ಪದ್ಧತಿಯನ್ನು ಖಂಡಿಸಿದರು. 740 ಕೀರ್ತನೆಗಳನ್ನು ಕನಕದಾಸರು ರಚಿಸಿದ್ದು, ರಾಮಧ್ಯಾನ ಚರಿತೆ, ಮೋಹನ ತರಂಗಿಣಿ, ನಳಚರಿತ್ರೆ ಹರಿಭಕ್ತಿಸಾರ ಮತ್ತು ನೃಸಿಂಹ ಸ್ತೋತ್ರ ಕೃತಿಗಳು ಮುಖ್ಯವಾದವು ಎಂದರು. — [48, 1413, 349, 1679]
headline-notebook-line1: ವಿದ್ಯಾರ್ಥಿಗಳಿಗೆ ನೋಟ್ — [1206, 772, 1475, 811]
photo-journalists-memorandum — [357, 745, 664, 903]
article-vardigar-col1 — [48, 742, 349, 1051]
column-divider-main — [676, 166, 678, 1524]
dateline: ಇಲಕಲ್ಲ — [48, 1125, 84, 1141]
article-dasara-tattva-col2: ಕ್ರಾಂತಿ ಮಾಡಿದ್ದಾರೆ ಎಂದ ಅವರು ಇಂದು ಬುದ್ಧ, ಬಸವ,ಅಂಬೇಡ್ಕರ್, ಕನಕದಾಸರನ್ನು ರಾಜಕೀಯವಾಗಿ ಬಳಸಿಕೊಳ್ಳುತ್ತಿರುವುದು ನೋವಿನ ಸಂಗತಿ ಎಂದರು. ಕರ್ನಾಟಕ ಕಲಾ ಕಾಲೇಜಿನ ತತ್ವಶಾಸ್ತ್ರ ವಿಭಾಗದ ಪ್ರಾಧ್ಯಾಪಕ ಡಾ.ಎಸ್.ಡಿ.ಕುರಹಟ್ಟಿ ಮಾತನಾಡಿ, ಕನಕದಾಸರ ಕೀರ್ತನೆಗಳು ಇಂದಿಗೂ ಪ್ರಸ್ತುತವಾಗಿವೆ. ಕನಕದಾಸರು ಬಾಲ್ಯದಿಂದಲೂ ಭಗವಂತನ ಆರಾಧನೆಯಲ್ಲಿ ತೊಡಗಿದ್ದರು. ಕಾರ್ಯಕ್ರಮದಲ್ಲಿ ಡಾ.ಮಹಾಂತೇಶ ಕಲ್ಲೂರ, ಡಾ.ಶಿವಕುಮಾರ ಹಿರೇಮಠ, ಡಾ.ಎಸ್.ಬಿ.ಪಾಟೀಲ, ಡಾ.ವೀರೇಂದ್ರ ಯಾದವ, ಡಾ.ಸಲ್ಮಾ ಸ್ವಾಮಿ, ಡಾ.ಎ.ಪಿ.ಕುಲಕರ್ಣಿ, ಡಾ.ಎಸ್.ಕೆ.ಕೋಳೂರ, ಸೇರಿದಂತೆ ವಿವಿಧ ವಿಭಾಗದ ಪ್ರಾಧ್ಯಾಪಕರು ಎನ್.ಎಸ್.ಎಸ್ ಸ್ವಯಂ ಸೇವಕರು ಹಾಜರಿದ್ದರು. — [357, 1413, 664, 1638]
section-rule — [45, 1367, 672, 1369]
article-santha-kavi-col2: ಅವಶ್ಯವಾಗಿವೆ ನಮ್ಮ ಕನ್ನಡ ನಾಡಿನಲ್ಲಿ ವಚನಕಾರರಂತೆ ಅಜ್ಞಾನವನ್ನು ಬಿಡಿಸಿ ಭಕ್ತಿಮಾರ್ಗದಲ್ಲಿ ನಡೆದವರು ಕನಕದಾಸರು. ಅವರ ಕೀರ್ತನೆಗಳು ಸಮಾಜದಲ್ಲಿನ ಮೌಢ್ಯವನ್ನು ತೊಡೆದುಹಾಕಲು ಸಹಕಾರಿಯಾಗಿವೆ ಎಂದು ಶಿಕ್ಷಕರು ನುಡಿದರು. ಈ ಸಂದರ್ಭದಲ್ಲಿ ಎಸ್.ಡಿ.ಎಂ.ಸಿ ಅಧ್ಯಕ್ಷರು, ಸದಸ್ಯರು, ಶಿಕ್ಷಕ ವೃಂದದವರು, ಪಾಲಕರು ಹಾಗೂ ಶಾಲೆಯ ಮಕ್ಕಳು ಉಪಸ್ಥಿತರಿದ್ದರು. — [926, 837, 1156, 1020]
section-rule — [45, 1960, 672, 1962]
headline-bhim-army: ಪ್ರಗತಿಪರ ಸಂಘಟನೆಗಳ ಒಕ್ಕೂಟ ಭೀಮ್ ಆರ್ಮಿ ಸಂವಿಧಾನ ರಕ್ಷಕದಳ ಪ್ರತಿಭಟನೆ — [45, 1088, 631, 1115]
photo-notebook-distribution-2 — [1346, 1343, 1511, 1501]
article-santha-kavi-col1 — [687, 835, 919, 1317]
headline-karave-line2: ರಮೇಶ ನಾಯಕ ನೇಮಕ — [194, 2025, 523, 2071]
headline-kanaka-celebration: ವಿಜೃಂಭಣೆಯಿಂದ ನಡೆದ ಕನಕ ಜಯಂತಿ ಆಚರಣೆ — [75, 168, 640, 208]
article-text: ನಗರದ ಸರ್ಕಿಟ್ ಹೌಸ್ ನಲ್ಲಿ ಕರ್ನಾಟಕ ರಕ್ಷಣಾ ವೇದಿಕೆಯ (ರಾಜ್ಯಾಧ್ಯಕ್ಷರಾದ ಟಿ.ಎ ನಾರಾಯಣಗೌಡರ ಬಣ) ತಾಲೂಕು ಅಧ್ಯಕ್ಷ ಹೆಚ್.ಮಂಜುನಾಥ ಅಣಗಿಯಿಂದ ಹಾಗೂ ಜಿಲ್ಲಾ ಕಾರ್ಯಕಾರಿ ಸದಸ್ಯ ಚಂದ್ರಶೇಖರ ಲಿಂಗ್ಗಿ ಗೌರವ ಅಧ್ಯಕ್ಷರಾದ ಬಸವರಾಜ ಮಾಂಡಗಿಯಂತೆ ಇವರ ನೇತೃತ್ವದಲ್ಲಿ ಸಂಘಟನೆಯನ್ನು ಶ್ರಮಿಸುವುದನ್ನು ಗೌರವಿಸಿ, ಜನಪರ ಮತ್ತು ಕನ್ನಡ ಪರ ಹಾಗೂ ಸಮಾಜಮುಖಿ ಚಿಂತನೆಗಳನ್ನು ಹೊಂದಿರುವಂತ ಜಿಲ್ಲೆಗೆ ಅನ್ಯಾಯವಾದಾಗ ನ್ಯಾಯವನ್ನು ದೊರಕಿಸಿಕೊಡುವ ನಿಟ್ಟಿನಲ್ಲಿ ಹೋರಾಟಗಳನ್ನು ಹಮ್ಮಿಕೊಳ್ಳುವ ಗುಣಗಳನ್ನು ಹೊಂದಿರುವ ರಮೇಶ ನಾಯಕ ಇವರನ್ನು ಗಂಗಾವತಿ ನಗರ ಘಟಕ ಅಧ್ಯಕ್ಷರನ್ನಾಗಿ ನೇಮಕ ಮಾಡಿ ನಾರಾಯಣಗೌಡ ಅವರ ಆದೇಶ ನೀಡಿದ್ದಾರೆ. ಸೌಹಾರ್ದತೆ ಮತ್ತು — [48, 2086, 349, 2331]
article-bhim-army-col2: ತಾಯಿ ನಡೆಸಬೇಕು. ಆರೋಪಿಗಳನ್ನು ತಕ್ಷಣ ಬಂಧಿಸಿ, ನ್ಯಾಯಯುತ ವಿಚಾರಣೆ ನಡೆಸಲು ಕ್ರಮ ಕೈಗೊಳ್ಳಬೇಕು. ಅಗತ್ಯವಿದ್ದಲ್ಲಿ ವಿಶೇಷ ತನಿಖಾ ಅಧಿಕಾರಿ ಅಥವಾ ಮೇಲ್ಮಟ್ಟದ ತನಿಖಾ ತಂಡವನ್ನು ನೇಮಿಸಬೇಕು. ಮೃತರ ಕುಟುಂಬ ಮತ್ತು ಸಾಕ್ಷಿಗಳಿಗೆ ರಕ್ಷಣೆಯನ್ನು ಒದಗಿಸಬೇಕು. ಎಂದು ಹೋರಾಟ ಮಾಡಲಾಯಿತು — [357, 1222, 664, 1321]
svg-text:ಗದಗ: ಗದಗ — [566, 66, 684, 146]
headline-dasara-tattva: ದಾಸರ ತತ್ವ ಆದರ್ಶಗಳನ್ನು ಜೀವನದಲ್ಲಿ ಅಳವಡಿಸಿಕೊಳ್ಳಬೇಕು — [45, 1374, 491, 1401]
